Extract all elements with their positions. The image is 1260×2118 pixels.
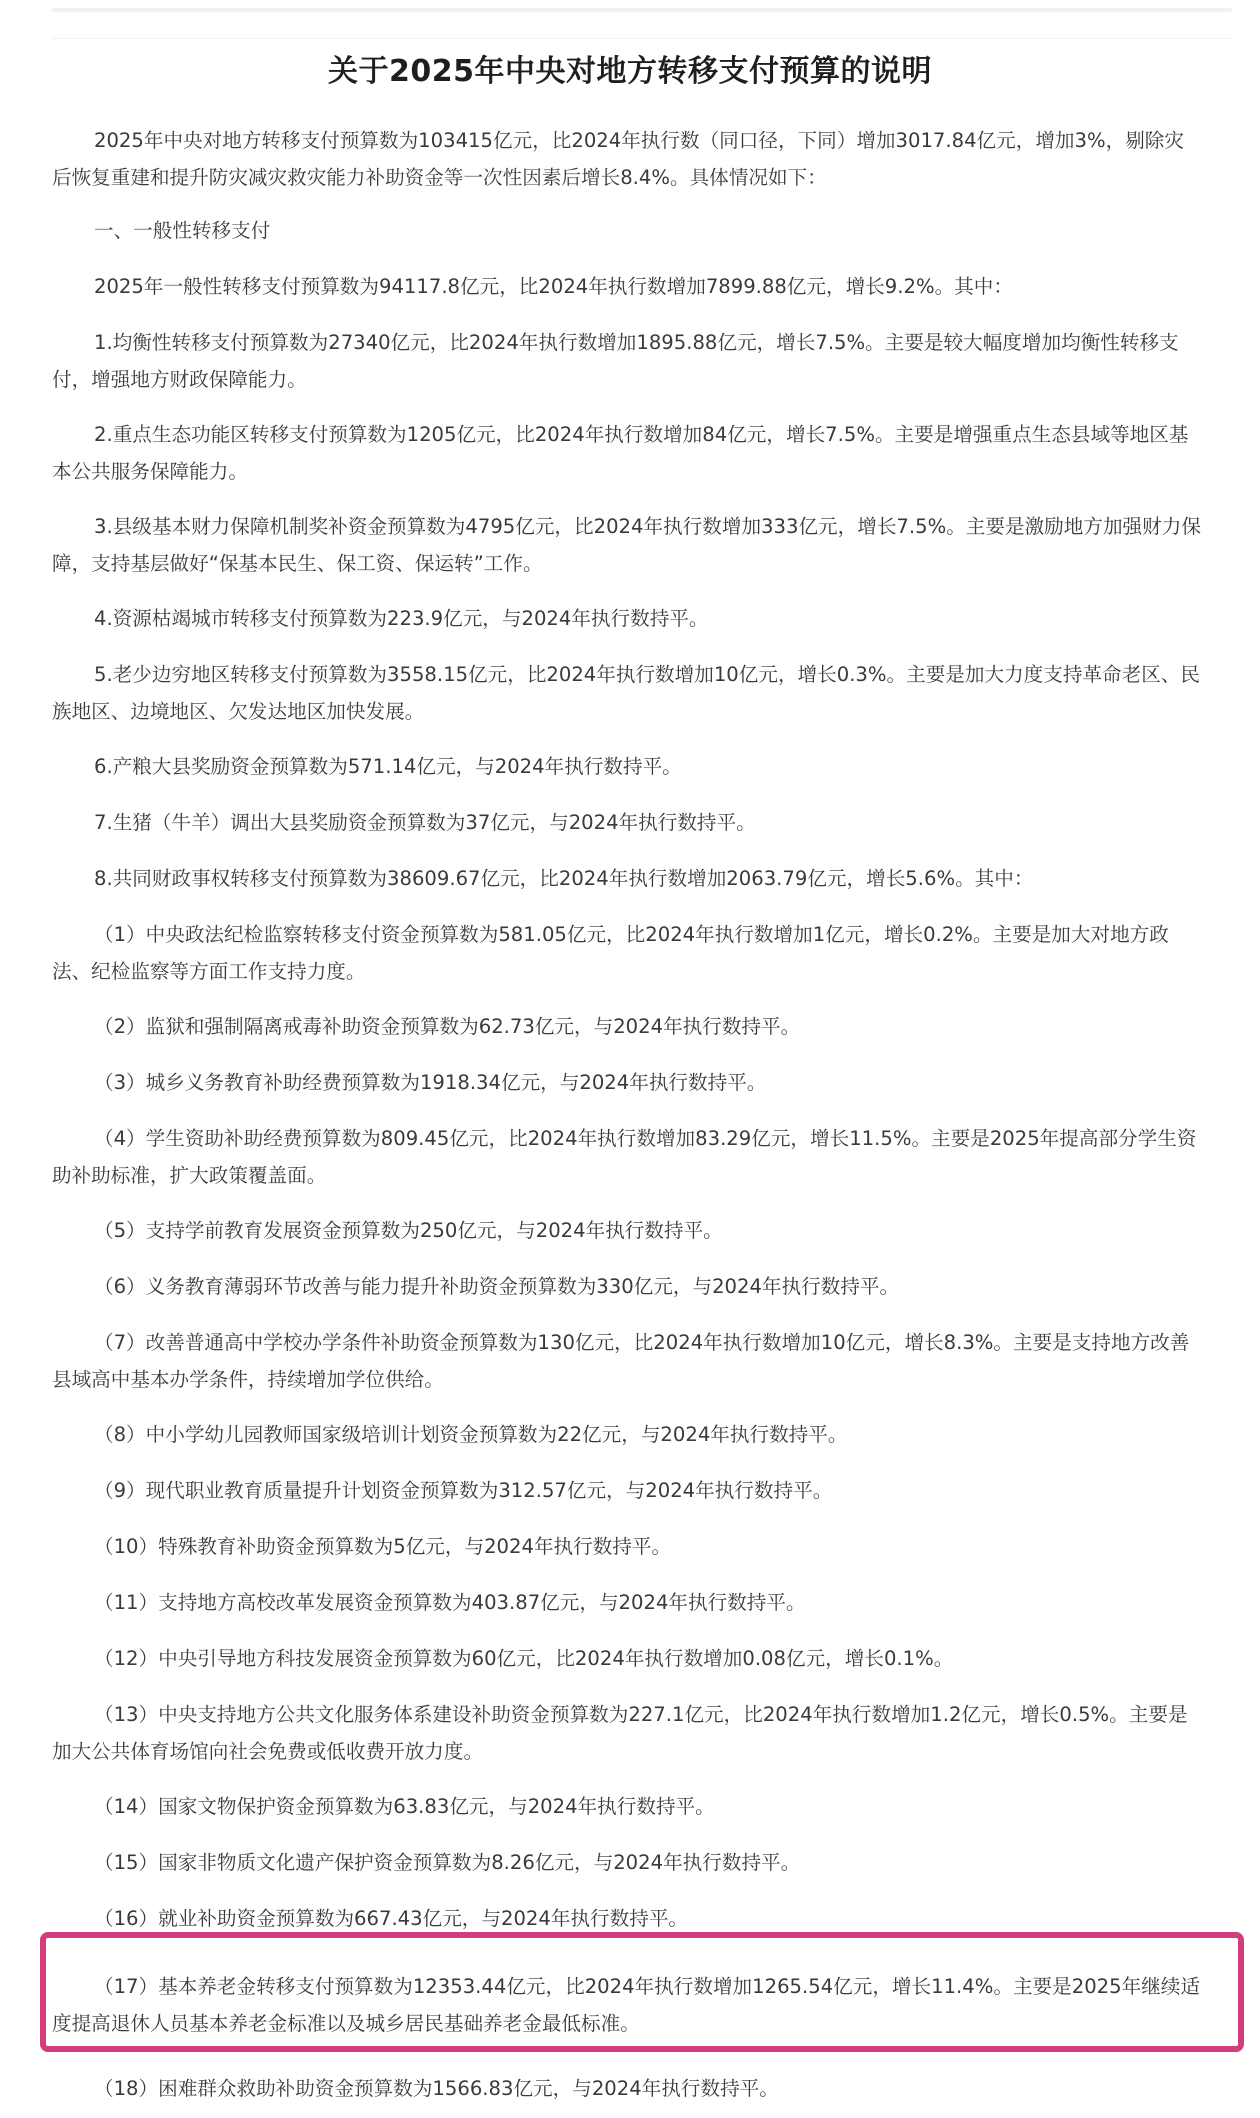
- paragraph-sub-6: （6）义务教育薄弱环节改善与能力提升补助资金预算数为330亿元，与2024年执行数持平。: [94, 1275, 900, 1298]
- paragraph-sub-16: （16）就业补助资金预算数为667.43亿元，与2024年执行数持平。: [94, 1907, 689, 1930]
- paragraph-sub-13: （13）中央支持地方公共文化服务体系建设补助资金预算数为227.1亿元，比2024年执行数增加1.2亿元，增长0.5%。主要是加大公共体育场馆向社会免费或低收费开放力度。: [52, 1703, 1188, 1763]
- document-title: 关于2025年中央对地方转移支付预算的说明: [328, 54, 932, 89]
- paragraph-sub-2: （2）监狱和强制隔离戒毒补助资金预算数为62.73亿元，与2024年执行数持平。: [94, 1015, 801, 1038]
- paragraph-sub-3: （3）城乡义务教育补助经费预算数为1918.34亿元，与2024年执行数持平。: [94, 1071, 767, 1094]
- paragraph-sub-5: （5）支持学前教育发展资金预算数为250亿元，与2024年执行数持平。: [94, 1219, 723, 1242]
- paragraph-sub-14: （14）国家文物保护资金预算数为63.83亿元，与2024年执行数持平。: [94, 1795, 715, 1818]
- paragraph-item-4: 4.资源枯竭城市转移支付预算数为223.9亿元，与2024年执行数持平。: [94, 607, 709, 630]
- paragraph-item-6: 6.产粮大县奖励资金预算数为571.14亿元，与2024年执行数持平。: [94, 755, 682, 778]
- section-heading-general-transfer: 一、一般性转移支付: [94, 219, 271, 242]
- paragraph-sub-18: （18）困难群众救助补助资金预算数为1566.83亿元，与2024年执行数持平。: [94, 2077, 779, 2100]
- paragraph-item-2: 2.重点生态功能区转移支付预算数为1205亿元，比2024年执行数增加84亿元，增长7.5%。主要是增强重点生态县域等地区基本公共服务保障能力。: [52, 423, 1189, 483]
- paragraph-sub-12: （12）中央引导地方科技发展资金预算数为60亿元，比2024年执行数增加0.08亿元，增长0.1%。: [94, 1647, 954, 1670]
- paragraph-sub-7: （7）改善普通高中学校办学条件补助资金预算数为130亿元，比2024年执行数增加10亿元，增长8.3%。主要是支持地方改善县域高中基本办学条件，持续增加学位供给。: [52, 1331, 1190, 1391]
- paragraph-sub-11: （11）支持地方高校改革发展资金预算数为403.87亿元，与2024年执行数持平。: [94, 1591, 806, 1614]
- paragraph-sub-1: （1）中央政法纪检监察转移支付资金预算数为581.05亿元，比2024年执行数增加1亿元，增长0.2%。主要是加大对地方政法、纪检监察等方面工作支持力度。: [52, 923, 1169, 983]
- paragraph-item-5: 5.老少边穷地区转移支付预算数为3558.15亿元，比2024年执行数增加10亿元，增长0.3%。主要是加大力度支持革命老区、民族地区、边境地区、欠发达地区加快发展。: [52, 663, 1201, 723]
- paragraph-sub-8: （8）中小学幼儿园教师国家级培训计划资金预算数为22亿元，与2024年执行数持平。: [94, 1423, 848, 1446]
- highlight-annotation-box: [40, 1932, 1244, 2052]
- paragraph-sub-15: （15）国家非物质文化遗产保护资金预算数为8.26亿元，与2024年执行数持平。: [94, 1851, 801, 1874]
- paragraph-sub-17-highlighted: （17）基本养老金转移支付预算数为12353.44亿元，比2024年执行数增加1265.54亿元，增长11.4%。主要是2025年继续适度提高退休人员基本养老金标准以及城乡居民基础养老金最低标准。: [52, 1975, 1200, 2035]
- paragraph-sub-9: （9）现代职业教育质量提升计划资金预算数为312.57亿元，与2024年执行数持平。: [94, 1479, 833, 1502]
- paragraph-sub-4: （4）学生资助补助经费预算数为809.45亿元，比2024年执行数增加83.29亿元，增长11.5%。主要是2025年提高部分学生资助补助标准，扩大政策覆盖面。: [52, 1127, 1197, 1187]
- intro-paragraph: 2025年中央对地方转移支付预算数为103415亿元，比2024年执行数（同口径，下同）增加3017.84亿元，增加3%，剔除灾后恢复重建和提升防灾减灾救灾能力补助资金等一次性因素后增长8.4%。具体情况如下：: [52, 129, 1184, 189]
- paragraph-item-7: 7.生猪（牛羊）调出大县奖励资金预算数为37亿元，与2024年执行数持平。: [94, 811, 756, 834]
- paragraph-item-3: 3.县级基本财力保障机制奖补资金预算数为4795亿元，比2024年执行数增加333亿元，增长7.5%。主要是激励地方加强财力保障，支持基层做好“保基本民生、保工资、保运转”工作。: [52, 515, 1201, 575]
- header-divider: [52, 38, 1232, 39]
- paragraph-item-1: 1.均衡性转移支付预算数为27340亿元，比2024年执行数增加1895.88亿元，增长7.5%。主要是较大幅度增加均衡性转移支付，增强地方财政保障能力。: [52, 331, 1179, 391]
- paragraph-item-8: 8.共同财政事权转移支付预算数为38609.67亿元，比2024年执行数增加2063.79亿元，增长5.6%。其中：: [94, 867, 1034, 890]
- paragraph-general-transfer-summary: 2025年一般性转移支付预算数为94117.8亿元，比2024年执行数增加7899.88亿元，增长9.2%。其中：: [94, 275, 1013, 298]
- top-divider: [52, 8, 1232, 12]
- paragraph-sub-10: （10）特殊教育补助资金预算数为5亿元，与2024年执行数持平。: [94, 1535, 672, 1558]
